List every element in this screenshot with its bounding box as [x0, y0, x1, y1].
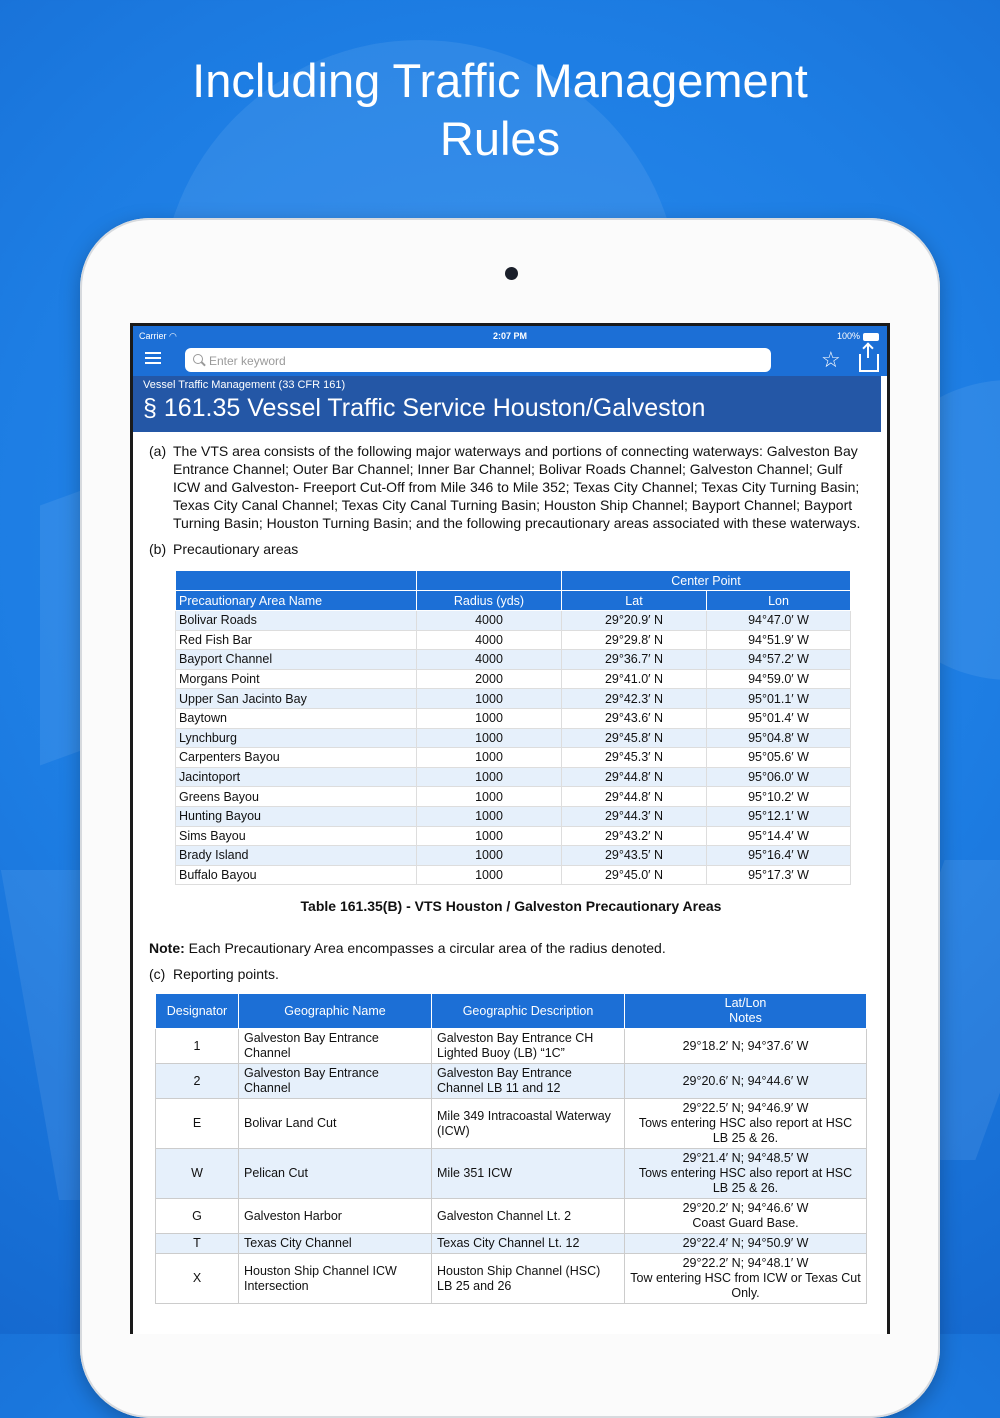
table-row — [176, 669, 851, 689]
designator-cell: 2 — [156, 1064, 239, 1099]
lon-cell: 95°04.8′ W — [707, 728, 851, 748]
area-name-cell: Carpenters Bayou — [176, 748, 417, 768]
table-row — [176, 865, 851, 885]
area-name-cell: Jacintoport — [176, 767, 417, 787]
headline-line-2: Rules — [439, 112, 561, 165]
lon-cell: 94°47.0′ W — [707, 611, 851, 631]
navigation-bar — [133, 326, 887, 376]
latlon-notes-cell — [625, 1199, 867, 1234]
table-header: Lon — [707, 591, 851, 611]
table-row — [156, 1029, 867, 1064]
geographic-name-cell: Bolivar Land Cut — [239, 1099, 432, 1149]
lat-cell: 29°44.3′ N — [562, 806, 707, 826]
lon-cell: 94°51.9′ W — [707, 630, 851, 650]
table-caption: Table 161.35(B) - VTS Houston / Galveston Precautionary Areas — [300, 898, 722, 915]
paragraph-a — [149, 442, 873, 532]
area-name-cell: Sims Bayou — [176, 826, 417, 846]
table-row — [156, 1199, 867, 1234]
radius-cell: 4000 — [417, 611, 562, 631]
area-name-cell: Upper San Jacinto Bay — [176, 689, 417, 709]
radius-cell: 1000 — [417, 806, 562, 826]
table-header-empty — [417, 571, 562, 591]
latlon-header: Lat/Lon — [724, 996, 767, 1011]
designator-cell: 1 — [156, 1029, 239, 1064]
reporting-points-table — [155, 993, 867, 1304]
radius-cell: 1000 — [417, 826, 562, 846]
paragraph-label: (a) — [149, 443, 167, 459]
table-row — [176, 708, 851, 728]
table-header-empty — [176, 571, 417, 591]
notes-value: Tow entering HSC from ICW or Texas Cut Only. — [630, 1271, 861, 1301]
table-row — [176, 748, 851, 768]
lon-cell: 95°01.1′ W — [707, 689, 851, 709]
table-row — [176, 630, 851, 650]
table-header: Designator — [156, 994, 239, 1029]
latlon-notes-cell — [625, 1064, 867, 1099]
latlon-value: 29°20.6′ N; 94°44.6′ W — [682, 1073, 809, 1088]
lat-cell: 29°20.9′ N — [562, 611, 707, 631]
radius-cell: 4000 — [417, 630, 562, 650]
geographic-name-cell: Houston Ship Channel ICW Intersection — [239, 1254, 432, 1304]
lon-cell: 95°17.3′ W — [707, 865, 851, 885]
geographic-name-cell: Galveston Bay Entrance Channel — [239, 1064, 432, 1099]
table-row — [176, 787, 851, 807]
radius-cell: 2000 — [417, 669, 562, 689]
lon-cell: 95°12.1′ W — [707, 806, 851, 826]
table-header — [625, 994, 867, 1029]
table-row — [156, 1254, 867, 1304]
battery-indicator: 100% — [837, 331, 879, 341]
table-row — [176, 689, 851, 709]
geographic-description-cell: Mile 349 Intracoastal Waterway (ICW) — [432, 1099, 625, 1149]
notes-header: Notes — [729, 1011, 762, 1026]
latlon-notes-cell — [625, 1029, 867, 1064]
area-name-cell: Buffalo Bayou — [176, 865, 417, 885]
note-label: Note: — [149, 940, 185, 957]
radius-cell: 1000 — [417, 865, 562, 885]
table-row — [156, 1099, 867, 1149]
geographic-description-cell: Galveston Bay Entrance Channel LB 11 and 12 — [432, 1064, 625, 1099]
carrier-label: Carrier ◠ — [139, 331, 177, 341]
area-name-cell: Morgans Point — [176, 669, 417, 689]
radius-cell: 1000 — [417, 846, 562, 866]
radius-cell: 1000 — [417, 787, 562, 807]
lat-cell: 29°36.7′ N — [562, 650, 707, 670]
lon-cell: 95°05.6′ W — [707, 748, 851, 768]
paragraph-text: Reporting points. — [173, 966, 279, 983]
latlon-notes-cell — [625, 1099, 867, 1149]
note — [149, 939, 873, 957]
clock: 2:07 PM — [492, 331, 527, 341]
latlon-value: 29°22.5′ N; 94°46.9′ W — [682, 1101, 809, 1116]
table-row — [176, 650, 851, 670]
designator-cell: G — [156, 1199, 239, 1234]
geographic-name-cell: Galveston Harbor — [239, 1199, 432, 1234]
radius-cell: 4000 — [417, 650, 562, 670]
latlon-value: 29°20.2′ N; 94°46.6′ W — [682, 1201, 809, 1216]
lon-cell: 95°16.4′ W — [707, 846, 851, 866]
area-name-cell: Red Fish Bar — [176, 630, 417, 650]
paragraph-c — [149, 965, 873, 983]
lat-cell: 29°45.8′ N — [562, 728, 707, 748]
table-header: Precautionary Area Name — [176, 591, 417, 611]
lon-cell: 94°57.2′ W — [707, 650, 851, 670]
area-name-cell: Baytown — [176, 708, 417, 728]
table-group-header: Center Point — [562, 571, 851, 591]
area-name-cell: Bolivar Roads — [176, 611, 417, 631]
latlon-value: 29°22.4′ N; 94°50.9′ W — [682, 1236, 809, 1251]
paragraph-text: Precautionary areas — [173, 541, 299, 557]
table-row — [176, 806, 851, 826]
status-bar — [133, 326, 887, 346]
lon-cell: 95°10.2′ W — [707, 787, 851, 807]
geographic-description-cell: Mile 351 ICW — [432, 1149, 625, 1199]
area-name-cell: Greens Bayou — [176, 787, 417, 807]
paragraph-b — [149, 540, 873, 558]
geographic-name-cell: Pelican Cut — [239, 1149, 432, 1199]
lat-cell: 29°44.8′ N — [562, 767, 707, 787]
breadcrumb: Vessel Traffic Management (33 CFR 161) — [143, 379, 346, 391]
table-header: Lat — [562, 591, 707, 611]
search-bar[interactable] — [185, 348, 771, 372]
headline — [0, 52, 1000, 168]
note-text: Each Precautionary Area encompasses a circular area of the radius denoted. — [184, 940, 666, 957]
share-icon[interactable] — [859, 354, 879, 372]
add-favorite-star-icon[interactable]: ☆ — [821, 347, 841, 372]
geographic-description-cell: Houston Ship Channel (HSC) LB 25 and 26 — [432, 1254, 625, 1304]
table-row — [176, 728, 851, 748]
latlon-value: 29°21.4′ N; 94°48.5′ W — [682, 1151, 809, 1166]
area-name-cell: Lynchburg — [176, 728, 417, 748]
table-row — [176, 767, 851, 787]
geographic-description-cell: Galveston Bay Entrance CH Lighted Buoy (LB) “1C” — [432, 1029, 625, 1064]
designator-cell: X — [156, 1254, 239, 1304]
table-header: Radius (yds) — [417, 591, 562, 611]
radius-cell: 1000 — [417, 748, 562, 768]
lon-cell: 95°06.0′ W — [707, 767, 851, 787]
radius-cell: 1000 — [417, 728, 562, 748]
table-row — [156, 1149, 867, 1199]
latlon-value: 29°22.2′ N; 94°48.1′ W — [682, 1256, 809, 1271]
lat-cell: 29°43.5′ N — [562, 846, 707, 866]
latlon-notes-cell — [625, 1254, 867, 1304]
lat-cell: 29°43.6′ N — [562, 708, 707, 728]
radius-cell: 1000 — [417, 767, 562, 787]
table-header: Geographic Name — [239, 994, 432, 1029]
notes-value: Coast Guard Base. — [692, 1216, 799, 1231]
lat-cell: 29°29.8′ N — [562, 630, 707, 650]
area-name-cell: Bayport Channel — [176, 650, 417, 670]
battery-icon — [863, 333, 879, 341]
table-row — [156, 1234, 867, 1254]
radius-cell: 1000 — [417, 708, 562, 728]
search-input[interactable] — [207, 351, 751, 371]
designator-cell: E — [156, 1099, 239, 1149]
geographic-name-cell: Galveston Bay Entrance Channel — [239, 1029, 432, 1064]
section-header — [133, 376, 881, 432]
designator-cell: T — [156, 1234, 239, 1254]
table-header: Geographic Description — [432, 994, 625, 1029]
latlon-notes-cell — [625, 1149, 867, 1199]
camera-icon — [505, 267, 518, 280]
lat-cell: 29°43.2′ N — [562, 826, 707, 846]
lon-cell: 95°01.4′ W — [707, 708, 851, 728]
wifi-icon: ◠ — [169, 331, 177, 341]
lon-cell: 94°59.0′ W — [707, 669, 851, 689]
page-title: § 161.35 Vessel Traffic Service Houston/Galveston — [143, 394, 706, 422]
precautionary-areas-table — [175, 570, 851, 885]
latlon-value: 29°18.2′ N; 94°37.6′ W — [682, 1038, 809, 1053]
table-row — [156, 1064, 867, 1099]
notes-value: Tows entering HSC also report at HSC LB 25 & 26. — [638, 1166, 853, 1196]
document-content — [133, 432, 887, 1304]
paragraph-label: (b) — [149, 541, 167, 557]
paragraph-label: (c) — [149, 966, 166, 983]
lat-cell: 29°42.3′ N — [562, 689, 707, 709]
area-name-cell: Hunting Bayou — [176, 806, 417, 826]
latlon-notes-cell — [625, 1234, 867, 1254]
lat-cell: 29°41.0′ N — [562, 669, 707, 689]
table-row — [176, 611, 851, 631]
app-screen — [130, 323, 890, 1334]
geographic-description-cell: Galveston Channel Lt. 2 — [432, 1199, 625, 1234]
area-name-cell: Brady Island — [176, 846, 417, 866]
geographic-description-cell: Texas City Channel Lt. 12 — [432, 1234, 625, 1254]
headline-line-1: Including Traffic Management — [192, 54, 808, 107]
lat-cell: 29°45.3′ N — [562, 748, 707, 768]
hamburger-menu-icon[interactable] — [145, 352, 161, 364]
notes-value: Tows entering HSC also report at HSC LB 25 & 26. — [638, 1116, 853, 1146]
lon-cell: 95°14.4′ W — [707, 826, 851, 846]
lat-cell: 29°44.8′ N — [562, 787, 707, 807]
paragraph-text: The VTS area consists of the following major waterways and portions of connecting waterways: Galveston Bay Entrance Channel; Outer Bar Channel; Inner Bar Channel; Bolivar Roads Channel; Galveston Channel; Gulf ICW and Galveston- Freeport Cut-Off from Mile 346 to Mile 352; Texas City Channel; Texas City Turning Basin; Texas City Canal Channel; Texas City Canal Turning Basin; Houston Ship Channel; Bayport Channel; Bayport Turning Basin; Houston Turning Basin; and the following precautionary areas associated with these waterways. — [173, 443, 861, 531]
table-row — [176, 846, 851, 866]
radius-cell: 1000 — [417, 689, 562, 709]
geographic-name-cell: Texas City Channel — [239, 1234, 432, 1254]
search-icon — [193, 354, 203, 364]
designator-cell: W — [156, 1149, 239, 1199]
table-row — [176, 826, 851, 846]
lat-cell: 29°45.0′ N — [562, 865, 707, 885]
